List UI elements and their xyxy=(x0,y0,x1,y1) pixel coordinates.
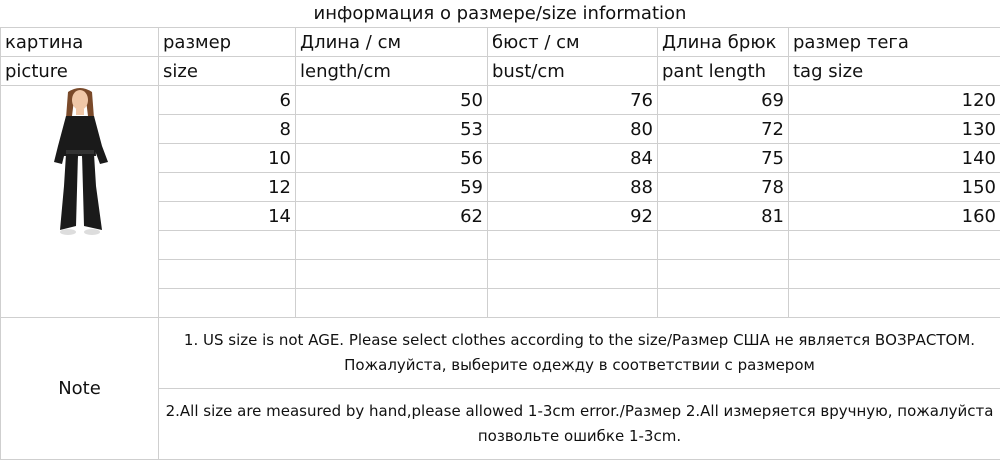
note-table xyxy=(0,317,1000,460)
cell-bust: 92 xyxy=(488,202,658,231)
cell-length: 56 xyxy=(296,144,488,173)
empty-cell xyxy=(658,289,789,318)
empty-cell xyxy=(159,289,296,318)
note-text-2: 2.All size are measured by hand,please allowed 1-3cm error./Размер 2.All измеряется вручную, пожалуйста позвольте ошибке 1-3cm. xyxy=(159,389,1000,460)
cell-size: 10 xyxy=(159,144,296,173)
header-picture-en: picture xyxy=(1,57,159,86)
cell-pant-length: 78 xyxy=(658,173,789,202)
size-table xyxy=(0,27,1000,318)
note-row xyxy=(1,318,1000,389)
cell-length: 62 xyxy=(296,202,488,231)
header-picture-ru: картина xyxy=(1,28,159,57)
page-title: информация о размере/size information xyxy=(313,3,687,24)
cell-pant-length: 75 xyxy=(658,144,789,173)
empty-cell xyxy=(658,260,789,289)
cell-length: 53 xyxy=(296,115,488,144)
empty-cell xyxy=(296,260,488,289)
cell-size: 8 xyxy=(159,115,296,144)
cell-tag-size: 150 xyxy=(789,173,1000,202)
header-bust-en: bust/cm xyxy=(488,57,658,86)
cell-bust: 76 xyxy=(488,86,658,115)
cell-tag-size: 120 xyxy=(789,86,1000,115)
empty-cell xyxy=(488,289,658,318)
header-row-ru xyxy=(1,28,1000,57)
cell-bust: 84 xyxy=(488,144,658,173)
header-tag-size-ru: размер тега xyxy=(789,28,1000,57)
header-length-ru: Длина / см xyxy=(296,28,488,57)
empty-cell xyxy=(789,231,1000,260)
product-photo xyxy=(30,86,130,236)
header-size-ru: размер xyxy=(159,28,296,57)
header-length-en: length/cm xyxy=(296,57,488,86)
cell-bust: 88 xyxy=(488,173,658,202)
header-tag-size-en: tag size xyxy=(789,57,1000,86)
empty-cell xyxy=(296,289,488,318)
header-bust-ru: бюст / см xyxy=(488,28,658,57)
cell-tag-size: 130 xyxy=(789,115,1000,144)
empty-cell xyxy=(488,260,658,289)
empty-cell xyxy=(658,231,789,260)
cell-size: 6 xyxy=(159,86,296,115)
cell-tag-size: 160 xyxy=(789,202,1000,231)
header-pant-length-en: pant length xyxy=(658,57,789,86)
empty-cell xyxy=(488,231,658,260)
header-pant-length-ru: Длина брюк xyxy=(658,28,789,57)
cell-pant-length: 81 xyxy=(658,202,789,231)
empty-cell xyxy=(159,231,296,260)
cell-size: 12 xyxy=(159,173,296,202)
cell-size: 14 xyxy=(159,202,296,231)
empty-cell xyxy=(789,289,1000,318)
header-row-en xyxy=(1,57,1000,86)
header-size-en: size xyxy=(159,57,296,86)
cell-tag-size: 140 xyxy=(789,144,1000,173)
note-label: Note xyxy=(1,318,159,460)
cell-pant-length: 72 xyxy=(658,115,789,144)
cell-bust: 80 xyxy=(488,115,658,144)
empty-cell xyxy=(789,260,1000,289)
note-text-1: 1. US size is not AGE. Please select clothes according to the size/Размер США не является ВОЗРАСТОМ. Пожалуйста, выберите одежду в соответствии с размером xyxy=(159,318,1000,389)
cell-length: 59 xyxy=(296,173,488,202)
table-row xyxy=(1,86,1000,115)
product-picture-cell xyxy=(1,86,159,318)
empty-cell xyxy=(159,260,296,289)
cell-length: 50 xyxy=(296,86,488,115)
cell-pant-length: 69 xyxy=(658,86,789,115)
empty-cell xyxy=(296,231,488,260)
